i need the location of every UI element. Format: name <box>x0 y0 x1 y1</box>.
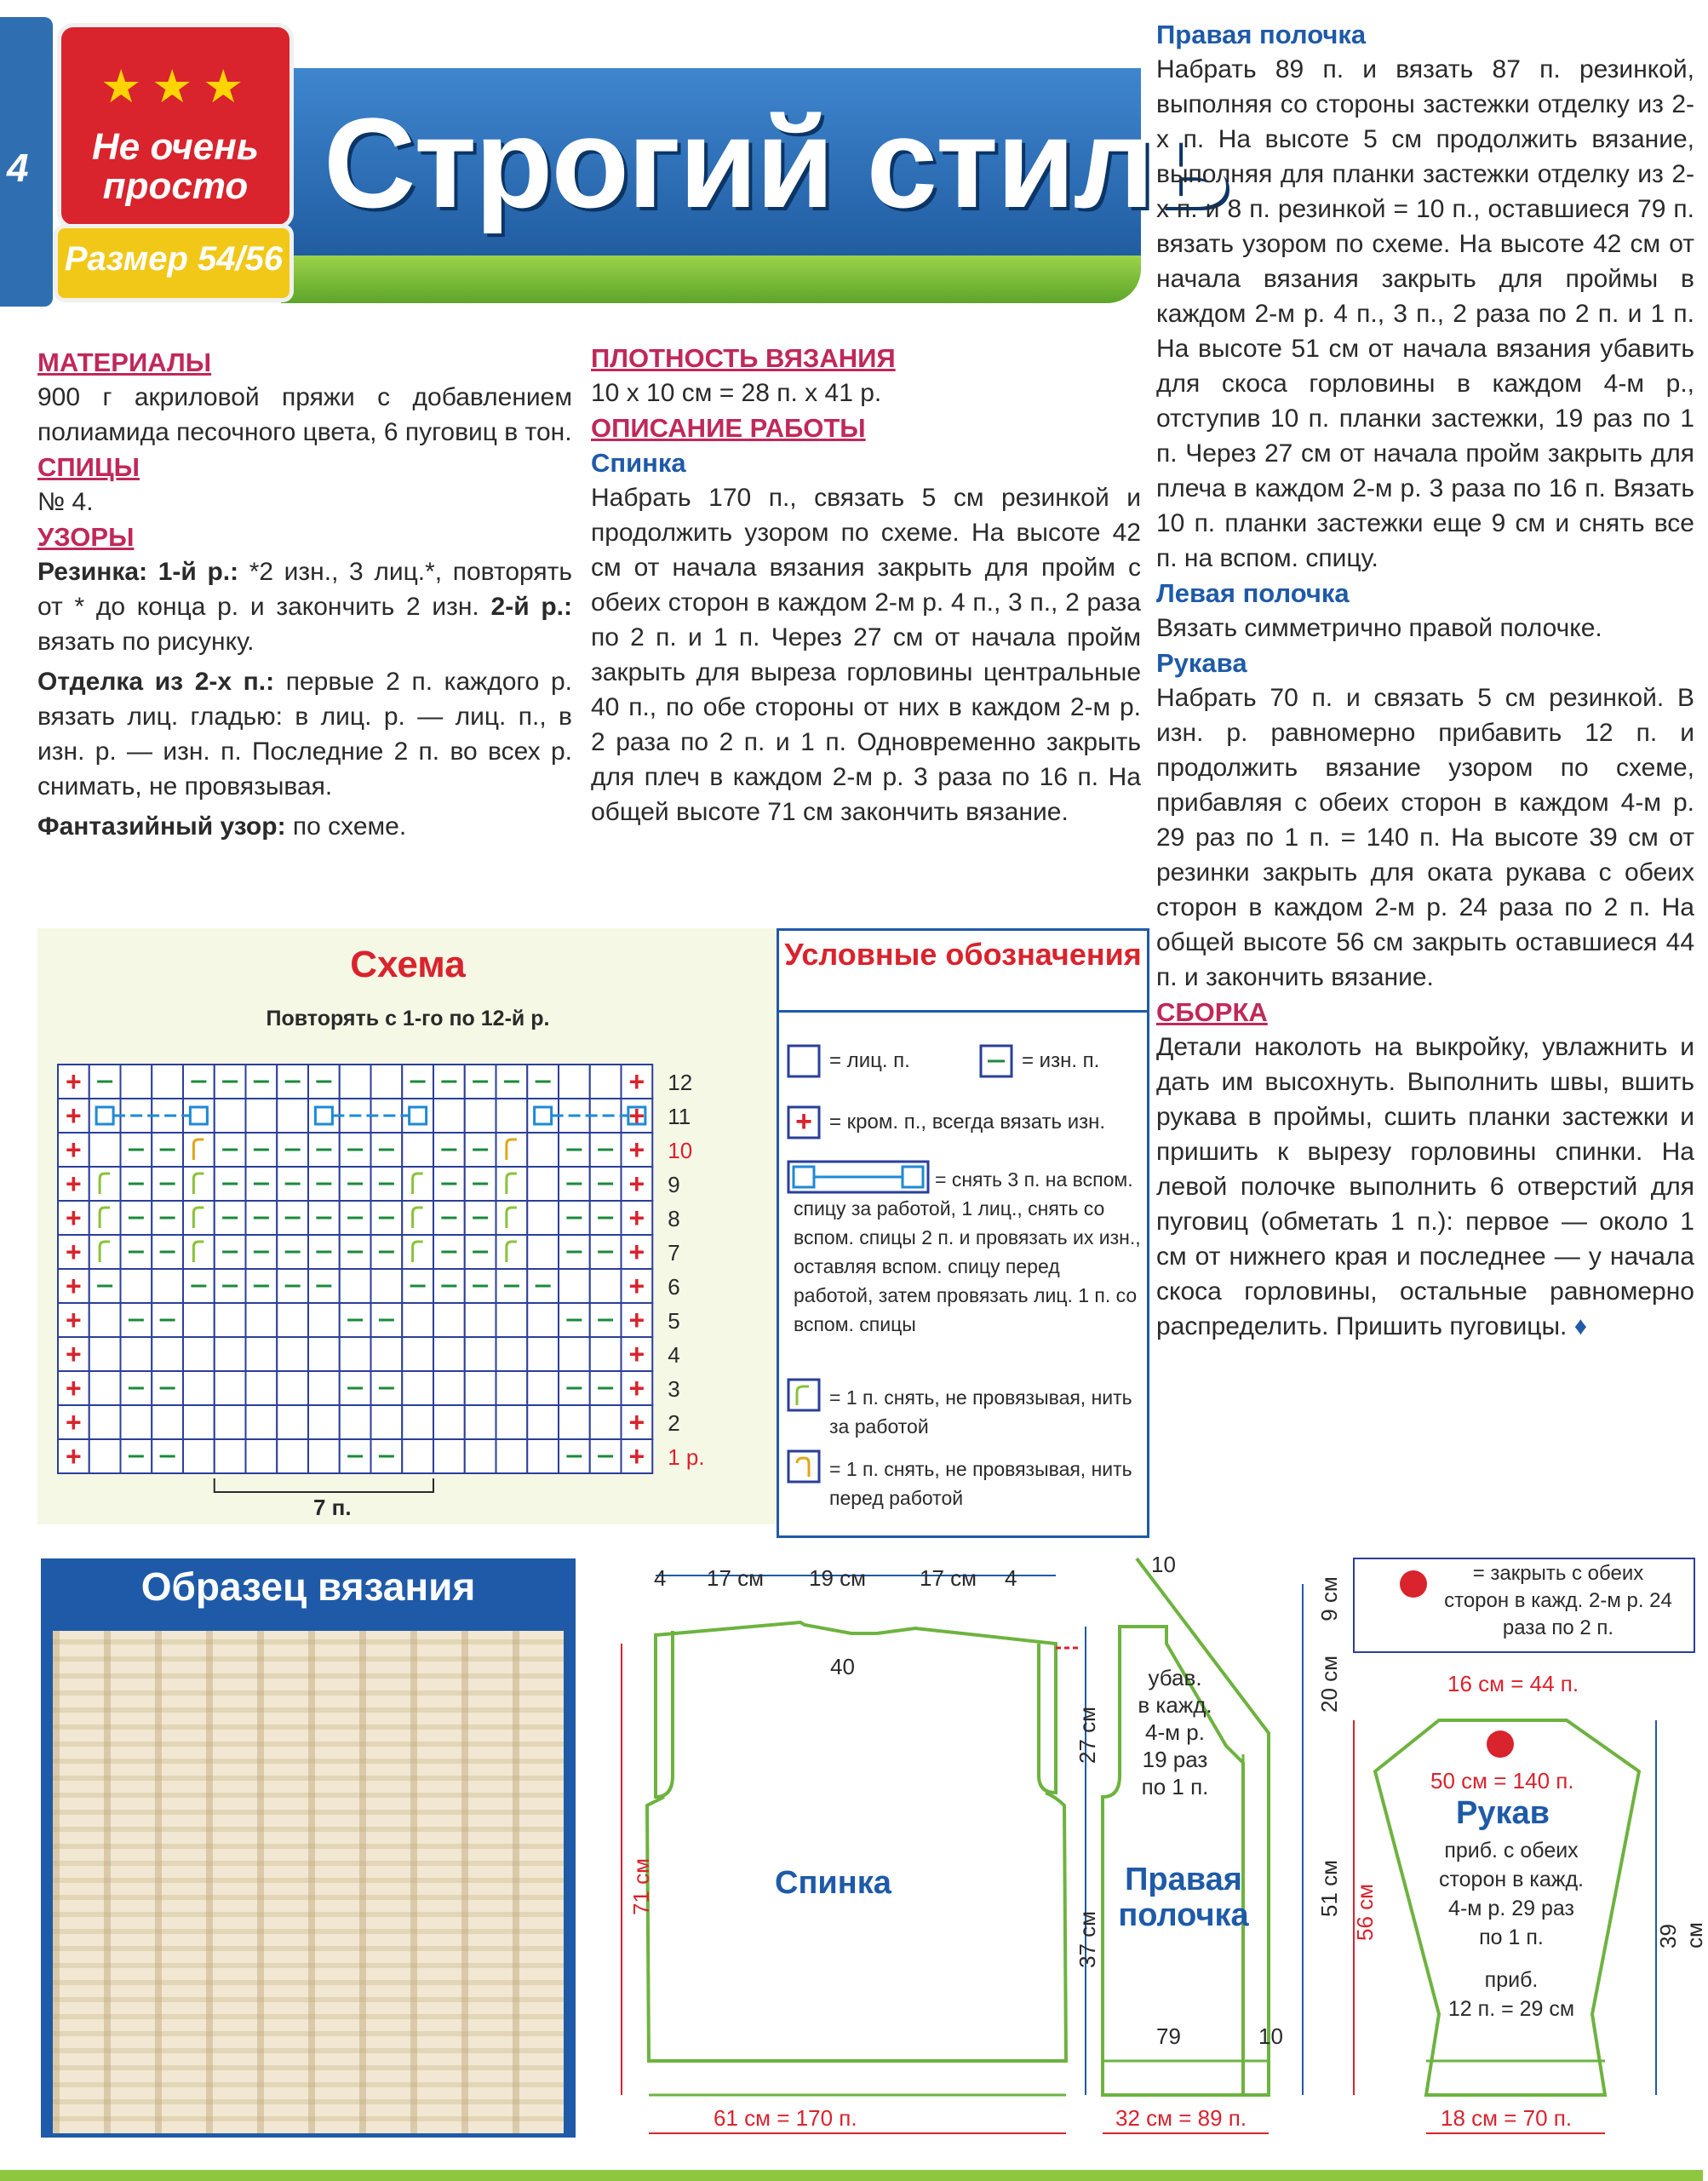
page-bottom-bar <box>0 2170 1703 2181</box>
scheme-cell <box>89 1235 121 1269</box>
edge-stitch-mark: + <box>66 1305 82 1335</box>
fancy-label: Фантазийный узор: <box>37 812 286 841</box>
edge-stitch-mark: + <box>66 1168 82 1199</box>
back-dim-armhole: 27 см <box>1075 1706 1101 1765</box>
edge-stitch-mark: + <box>66 1202 82 1233</box>
difficulty-line-2: просто <box>102 165 249 207</box>
scheme-cell <box>402 1303 433 1337</box>
scheme-cell <box>465 1337 496 1371</box>
size-label: Размер 54/56 <box>64 240 284 278</box>
rib-paragraph <box>37 554 572 659</box>
scheme-cell <box>590 1337 622 1371</box>
sleeves-heading: Рукава <box>1156 648 1247 678</box>
scheme-cell <box>152 1065 183 1099</box>
repeat-bracket <box>215 1478 433 1492</box>
scheme-cell <box>559 1337 590 1371</box>
sleeve-inc-4: по 1 п. <box>1479 1926 1544 1949</box>
scheme-cell <box>152 1337 183 1371</box>
scheme-cell <box>527 1235 559 1269</box>
scheme-cell <box>277 1405 308 1439</box>
scheme-cell <box>121 1405 152 1439</box>
scheme-cell <box>465 1371 496 1405</box>
scheme-cell <box>89 1133 121 1167</box>
scheme-cell <box>89 1167 121 1201</box>
scheme-cell <box>308 1371 340 1405</box>
scheme-cell <box>277 1439 308 1473</box>
sleeve-note-icon <box>1400 1570 1427 1598</box>
sleeve-bottom-label: 18 см = 70 п. <box>1441 2105 1573 2131</box>
edge-stitch-mark: + <box>66 1339 82 1369</box>
scheme-row-label: 1 р. <box>668 1444 705 1470</box>
scheme-cell <box>559 1269 590 1303</box>
end-diamond-icon: ♦ <box>1573 1312 1587 1340</box>
scheme-row-label: 11 <box>668 1104 691 1129</box>
scheme-cell <box>246 1303 278 1337</box>
scheme-cell <box>89 1371 121 1405</box>
scheme-cell <box>402 1201 433 1235</box>
scheme-cell <box>402 1371 433 1405</box>
front-dim-neck: 20 см <box>1316 1655 1343 1713</box>
front-dec-3: 4-м р. <box>1145 1719 1205 1745</box>
scheme-cell <box>121 1269 152 1303</box>
back-neck-count: 40 <box>830 1654 855 1679</box>
scheme-cell <box>308 1303 340 1337</box>
edge-stitch-mark: + <box>66 1237 82 1267</box>
scheme-cell <box>465 1303 496 1337</box>
sleeve-increase-note <box>1413 1836 1609 1952</box>
scheme-cell <box>246 1371 278 1405</box>
sleeve-label: Рукав <box>1456 1795 1550 1831</box>
scheme-row-label: 5 <box>668 1308 680 1334</box>
legend-cable: = снять 3 п. на вспом. спицу за работой, 1 лиц., снять со вспом. спицы 2 п. и провязать их изн., оставляя вспом. спицу перед работой, затем провязать лиц. 1 п. со вспом. спицы <box>794 1168 1141 1335</box>
scheme-grid <box>51 1056 758 1516</box>
back-dim-5: 4 <box>1005 1565 1017 1591</box>
scheme-cell <box>215 1303 246 1337</box>
edge-label: Отделка из 2-х п.: <box>37 668 275 696</box>
scheme-cell <box>433 1439 465 1473</box>
needles-text: № 4. <box>37 488 94 516</box>
scheme-cell <box>402 1235 433 1269</box>
scheme-cell <box>183 1371 215 1405</box>
scheme-cell <box>277 1099 308 1133</box>
scheme-cell <box>89 1201 121 1235</box>
scheme-title: Схема <box>350 944 466 985</box>
scheme-cell <box>465 1099 496 1133</box>
edge-stitch-mark: + <box>628 1168 645 1199</box>
scheme-cell <box>246 1099 278 1133</box>
scheme-row-label: 9 <box>668 1172 680 1197</box>
scheme-cell <box>527 1439 559 1473</box>
scheme-cell <box>559 1065 590 1099</box>
scheme-cell <box>183 1303 215 1337</box>
legend-divider <box>777 1010 1149 1013</box>
scheme-cell <box>121 1065 152 1099</box>
back-outline-top <box>656 1622 1056 1648</box>
scheme-cell <box>496 1201 528 1235</box>
front-bottom-label: 32 см = 89 п. <box>1115 2105 1247 2131</box>
scheme-cell <box>402 1337 433 1371</box>
scheme-cell <box>465 1405 496 1439</box>
front-label-2: полочка <box>1118 1897 1249 1933</box>
edge-stitch-mark: + <box>66 1441 82 1472</box>
left-front-text: Вязать симметрично правой полочке. <box>1156 614 1602 642</box>
edge-stitch-mark: + <box>628 1134 645 1165</box>
sleeve-inc-3: 4-м р. 29 раз <box>1448 1897 1574 1920</box>
gauge-text: 10 х 10 см = 28 п. х 41 р. <box>591 379 882 407</box>
edge-stitch-mark: + <box>66 1271 82 1301</box>
scheme-cell <box>89 1337 121 1371</box>
page-title: Строгий стиль <box>324 91 1230 234</box>
slip-front-icon <box>788 1451 819 1482</box>
back-heading: Спинка <box>591 448 686 478</box>
scheme-cell <box>371 1065 403 1099</box>
scheme-cell <box>277 1371 308 1405</box>
scheme-cell <box>527 1201 559 1235</box>
back-dim-4: 17 см <box>920 1565 977 1591</box>
edge-stitch-mark: + <box>66 1373 82 1403</box>
scheme-row-label: 12 <box>668 1070 693 1095</box>
scheme-cell <box>496 1235 528 1269</box>
scheme-cell <box>433 1405 465 1439</box>
back-height-label: 71 см <box>628 1857 655 1916</box>
edge-stitch-mark: + <box>66 1407 82 1438</box>
edge-stitch-mark: + <box>66 1066 82 1097</box>
gauge-heading: ПЛОТНОСТЬ ВЯЗАНИЯ <box>591 343 896 373</box>
scheme-cell <box>152 1269 183 1303</box>
scheme-cell <box>89 1405 121 1439</box>
scheme-cell <box>496 1303 528 1337</box>
scheme-cell <box>402 1439 433 1473</box>
legend-knit: = лиц. п. <box>829 1049 910 1072</box>
right-front-heading: Правая полочка <box>1156 20 1367 49</box>
edge-stitch-mark: + <box>66 1134 82 1165</box>
scheme-row-label: 8 <box>668 1206 680 1231</box>
edge-stitch-mark: + <box>628 1237 645 1267</box>
scheme-cell <box>527 1167 559 1201</box>
edge-text: первые 2 п. каждого р. вязать лиц. гладью: в лиц. р. — лиц. п., в изн. р. — изн. п. Последние 2 п. во всех р. снимать, не провязывая. <box>37 668 572 801</box>
title-banner-stripe <box>281 255 1141 303</box>
edge-plus: + <box>795 1105 812 1138</box>
legend-title: Условные обозначения <box>784 937 1142 972</box>
back-text: Набрать 170 п., связать 5 см резинкой и продолжить узором по схеме. На высоте 42 см от начала вязания закрыть для пройм с обеих сторон в каждом 2-м р. 4 п., 3 п., 2 раза по 2 п. и 1 п. Через 27 см от начала пройм закрыть для выреза горловины центральные 40 п., по обе стороны от них в каждом 2-м р. 2 раза по 2 п. и 1 п. Одновременно закрыть для плеч в каждом 2-м р. 3 раза по 16 п. На общей высоте 71 см закончить вязание. <box>591 484 1141 826</box>
back-rib <box>649 2061 1066 2095</box>
scheme-cell <box>215 1405 246 1439</box>
scheme-row-label: 7 <box>668 1240 680 1266</box>
edge-stitch-mark: + <box>628 1202 645 1233</box>
front-decrease-note <box>1132 1664 1218 1800</box>
fancy-text: по схеме. <box>292 812 407 841</box>
sleeve-inc-1: приб. с обеих <box>1444 1839 1579 1862</box>
scheme-cell <box>308 1439 340 1473</box>
sleeve-add-1: приб. <box>1484 1968 1539 1992</box>
back-dim-body: 37 см <box>1075 1910 1101 1969</box>
scheme-cell <box>402 1167 433 1201</box>
scheme-cell <box>371 1405 403 1439</box>
star-icon: ★ <box>100 61 142 112</box>
front-placket <box>1137 1558 1269 2095</box>
edge-stitch-mark: + <box>628 1373 645 1403</box>
scheme-cell <box>215 1099 246 1133</box>
sleeve-add-2: 12 п. = 29 см <box>1447 1997 1575 2021</box>
scheme-cell <box>183 1439 215 1473</box>
right-front-text: Набрать 89 п. и вязать 87 п. резинкой, выполняя со стороны застежки отделку из 2-х п. На высоте 5 см продолжить вязание, выполняя для планки застежки отделку из 2-х п. и 8 п. резинкой = 10 п., оставшиеся 79 п. вязать узором по схеме. На высоте 42 см от начала вязания закрыть для проймы в каждом 2-м р. 4 п., 3 п., 2 раза по 2 п. и 1 п. На высоте 51 см от начала вязания убавить для скоса горловины в каждом 4-м р., отступив 10 п. планки застежки, 19 раз по 1 п. Через 27 см от начала пройм закрыть для плеча в каждом 2-м р. 3 раза по 16 п. Вязать 10 п. планки застежки еще 9 см и снять все п. на вспом. спицу. <box>1156 55 1694 572</box>
scheme-cell <box>527 1337 559 1371</box>
sleeve-add-note <box>1413 1966 1609 2023</box>
front-top-count: 10 <box>1151 1552 1176 1577</box>
assembly-heading: СБОРКА <box>1156 997 1268 1027</box>
sleeve-body-dim: 39 см <box>1655 1922 1707 1949</box>
scheme-cell <box>527 1405 559 1439</box>
work-heading: ОПИСАНИЕ РАБОТЫ <box>591 413 866 443</box>
edge-stitch-mark: + <box>628 1066 645 1097</box>
assembly-text <box>1156 1030 1694 1344</box>
front-dec-2: в кажд. <box>1138 1692 1212 1718</box>
scheme-cell <box>465 1439 496 1473</box>
difficulty-line-1: Не очень <box>92 126 259 168</box>
sleeve-width-label: 50 см = 140 п. <box>1430 1768 1574 1794</box>
patterns-heading: УЗОРЫ <box>37 522 135 552</box>
rib-label: Резинка: 1-й р.: <box>37 558 239 586</box>
scheme-cell <box>527 1133 559 1167</box>
scheme-cell <box>308 1405 340 1439</box>
scheme-cell <box>496 1337 528 1371</box>
sleeve-top-label: 16 см = 44 п. <box>1447 1671 1579 1696</box>
scheme-cell <box>527 1371 559 1405</box>
scheme-cell <box>340 1065 371 1099</box>
front-dim-body: 51 см <box>1316 1859 1343 1918</box>
fancy-paragraph <box>37 809 572 844</box>
difficulty-label <box>61 128 289 206</box>
scheme-cell <box>183 1201 215 1235</box>
scheme-cell <box>89 1303 121 1337</box>
back-dim-2: 17 см <box>707 1565 765 1591</box>
sleeve-height-label: 56 см <box>1352 1883 1378 1942</box>
front-dec-5: по 1 п. <box>1141 1774 1209 1799</box>
legend-slip-front: = 1 п. снять, не провязывая, нить перед работой <box>829 1458 1132 1509</box>
back-dim-1: 4 <box>654 1565 667 1591</box>
scheme-cell <box>183 1405 215 1439</box>
scheme-cell <box>590 1269 622 1303</box>
scheme-cell <box>590 1065 622 1099</box>
scheme-row-label: 2 <box>668 1410 680 1436</box>
scheme-cell <box>496 1405 528 1439</box>
scheme-cell <box>496 1167 528 1201</box>
scheme-cell <box>152 1405 183 1439</box>
scheme-cell <box>371 1269 403 1303</box>
scheme-cell <box>433 1099 465 1133</box>
scheme-cell <box>183 1133 215 1167</box>
materials-heading: МАТЕРИАЛЫ <box>37 347 212 377</box>
back-outline-body <box>647 1793 1066 2061</box>
front-dim-placket: 9 см <box>1315 1576 1342 1621</box>
scheme-cell <box>277 1337 308 1371</box>
front-dec-4: 19 раз <box>1142 1747 1208 1772</box>
scheme-cell <box>277 1303 308 1337</box>
scheme-cell <box>527 1303 559 1337</box>
scheme-cell <box>340 1405 371 1439</box>
back-bottom-label: 61 см = 170 п. <box>714 2105 857 2131</box>
edge-stitch-mark: + <box>628 1271 645 1301</box>
back-dim-3: 19 см <box>809 1565 867 1591</box>
repeat-width-label: 7 п. <box>313 1495 352 1520</box>
scheme-cell <box>215 1337 246 1371</box>
edge-stitch-mark: + <box>628 1441 645 1472</box>
edge-stitch-mark: + <box>628 1305 645 1335</box>
scheme-cell <box>402 1133 433 1167</box>
scheme-cell <box>433 1371 465 1405</box>
knitting-sample-image <box>53 1631 564 2133</box>
assembly-body: Детали наколоть на выкройку, увлажнить и дать им высохнуть. Выполнить швы, вшить рукава в проймы, сшить планки застежки и пришить к вырезу горловины спинки. На левой полочке выполнить 6 отверстий для пуговиц (обметать 1 п.): первое — около 1 см от нижнего края и последнее — у начала скоса горловины, остальные равномерно распределить. Пришить пуговицы. <box>1156 1033 1694 1340</box>
scheme-cell <box>496 1371 528 1405</box>
scheme-row-label: 4 <box>668 1342 680 1368</box>
middle-column <box>591 341 1141 829</box>
scheme-row-label: 6 <box>668 1274 680 1300</box>
page-number: 4 <box>7 146 29 190</box>
scheme-cell <box>121 1337 152 1371</box>
edge-stitch-mark: + <box>628 1407 645 1438</box>
scheme-cell <box>590 1405 622 1439</box>
front-dec-1: убав. <box>1148 1665 1202 1690</box>
knit-icon <box>788 1046 819 1076</box>
scheme-cell <box>183 1235 215 1269</box>
front-label-1: Правая <box>1125 1862 1242 1897</box>
edge-stitch-mark: + <box>66 1100 82 1131</box>
scheme-cell <box>433 1303 465 1337</box>
legend-slip-back: = 1 п. снять, не провязывая, нить за работой <box>829 1386 1132 1438</box>
scheme-cell <box>308 1337 340 1371</box>
sleeve-close-icon <box>1487 1730 1514 1758</box>
legend-purl: = изн. п. <box>1022 1049 1100 1072</box>
star-icon: ★ <box>203 61 244 112</box>
scheme-cell <box>215 1371 246 1405</box>
scheme-cell <box>89 1439 121 1473</box>
sleeve-note: = закрыть с обеих сторон в кажд. 2-м р. 24 раза по 2 п. <box>1444 1562 1672 1639</box>
scheme-repeat-note: Повторять с 1-го по 12-й р. <box>266 1007 550 1030</box>
scheme-cell <box>340 1337 371 1371</box>
legend-edge: = кром. п., всегда вязать изн. <box>829 1111 1106 1134</box>
materials-text: 900 г акриловой пряжи с добавлением полиамида песочного цвета, 6 пуговиц в тон. <box>37 383 572 446</box>
scheme-row-label: 3 <box>668 1376 680 1402</box>
scheme-cell <box>496 1099 528 1133</box>
sleeve-inc-2: сторон в кажд. <box>1438 1868 1584 1891</box>
needles-heading: СПИЦЫ <box>37 452 140 482</box>
edge-paragraph <box>37 664 572 804</box>
sleeves-text: Набрать 70 п. и связать 5 см резинкой. В изн. р. равномерно прибавить 12 п. и продолжить вязание узором по схеме, прибавляя с обеих сторон в каждом 4-м р. 29 раз по 1 п. = 140 п. На высоте 39 см от резинки закрыть для оката рукава с обеих сторон в каждом 2-м р. 24 раза по 2 п. На общей высоте 56 см закрыть оставшиеся 44 п. и закончить вязание. <box>1156 684 1694 991</box>
scheme-cell <box>246 1337 278 1371</box>
scheme-cell <box>340 1269 371 1303</box>
rib-row2-text: вязать по рисунку. <box>37 628 255 656</box>
scheme-cell <box>183 1167 215 1201</box>
scheme-cell <box>402 1405 433 1439</box>
front-label <box>1115 1862 1252 1933</box>
left-column <box>37 345 572 844</box>
back-label: Спинка <box>775 1865 891 1901</box>
edge-stitch-mark: + <box>628 1339 645 1369</box>
left-front-heading: Левая полочка <box>1156 578 1350 608</box>
front-placket-count: 10 <box>1258 2023 1283 2049</box>
scheme-cell <box>246 1439 278 1473</box>
star-icon: ★ <box>152 61 193 112</box>
scheme-cell <box>215 1439 246 1473</box>
scheme-cell <box>246 1405 278 1439</box>
scheme-cell <box>496 1439 528 1473</box>
sample-title: Образец вязания <box>140 1564 476 1609</box>
scheme-cell <box>496 1133 528 1167</box>
slip-back-icon <box>788 1380 819 1410</box>
rib-row2-label: 2-й р.: <box>490 593 573 621</box>
right-column <box>1156 17 1694 1344</box>
scheme-row-label: 10 <box>668 1138 693 1163</box>
edge-stitch-mark: + <box>628 1100 645 1131</box>
scheme-cell <box>433 1337 465 1371</box>
scheme-cell <box>371 1337 403 1371</box>
rib-text: *2 изн., 3 лиц.*, повторять от * до конца р. и закончить 2 изн. <box>37 558 572 621</box>
scheme-cell <box>183 1337 215 1371</box>
front-bottom-count: 79 <box>1156 2023 1181 2049</box>
scheme-cell <box>559 1405 590 1439</box>
